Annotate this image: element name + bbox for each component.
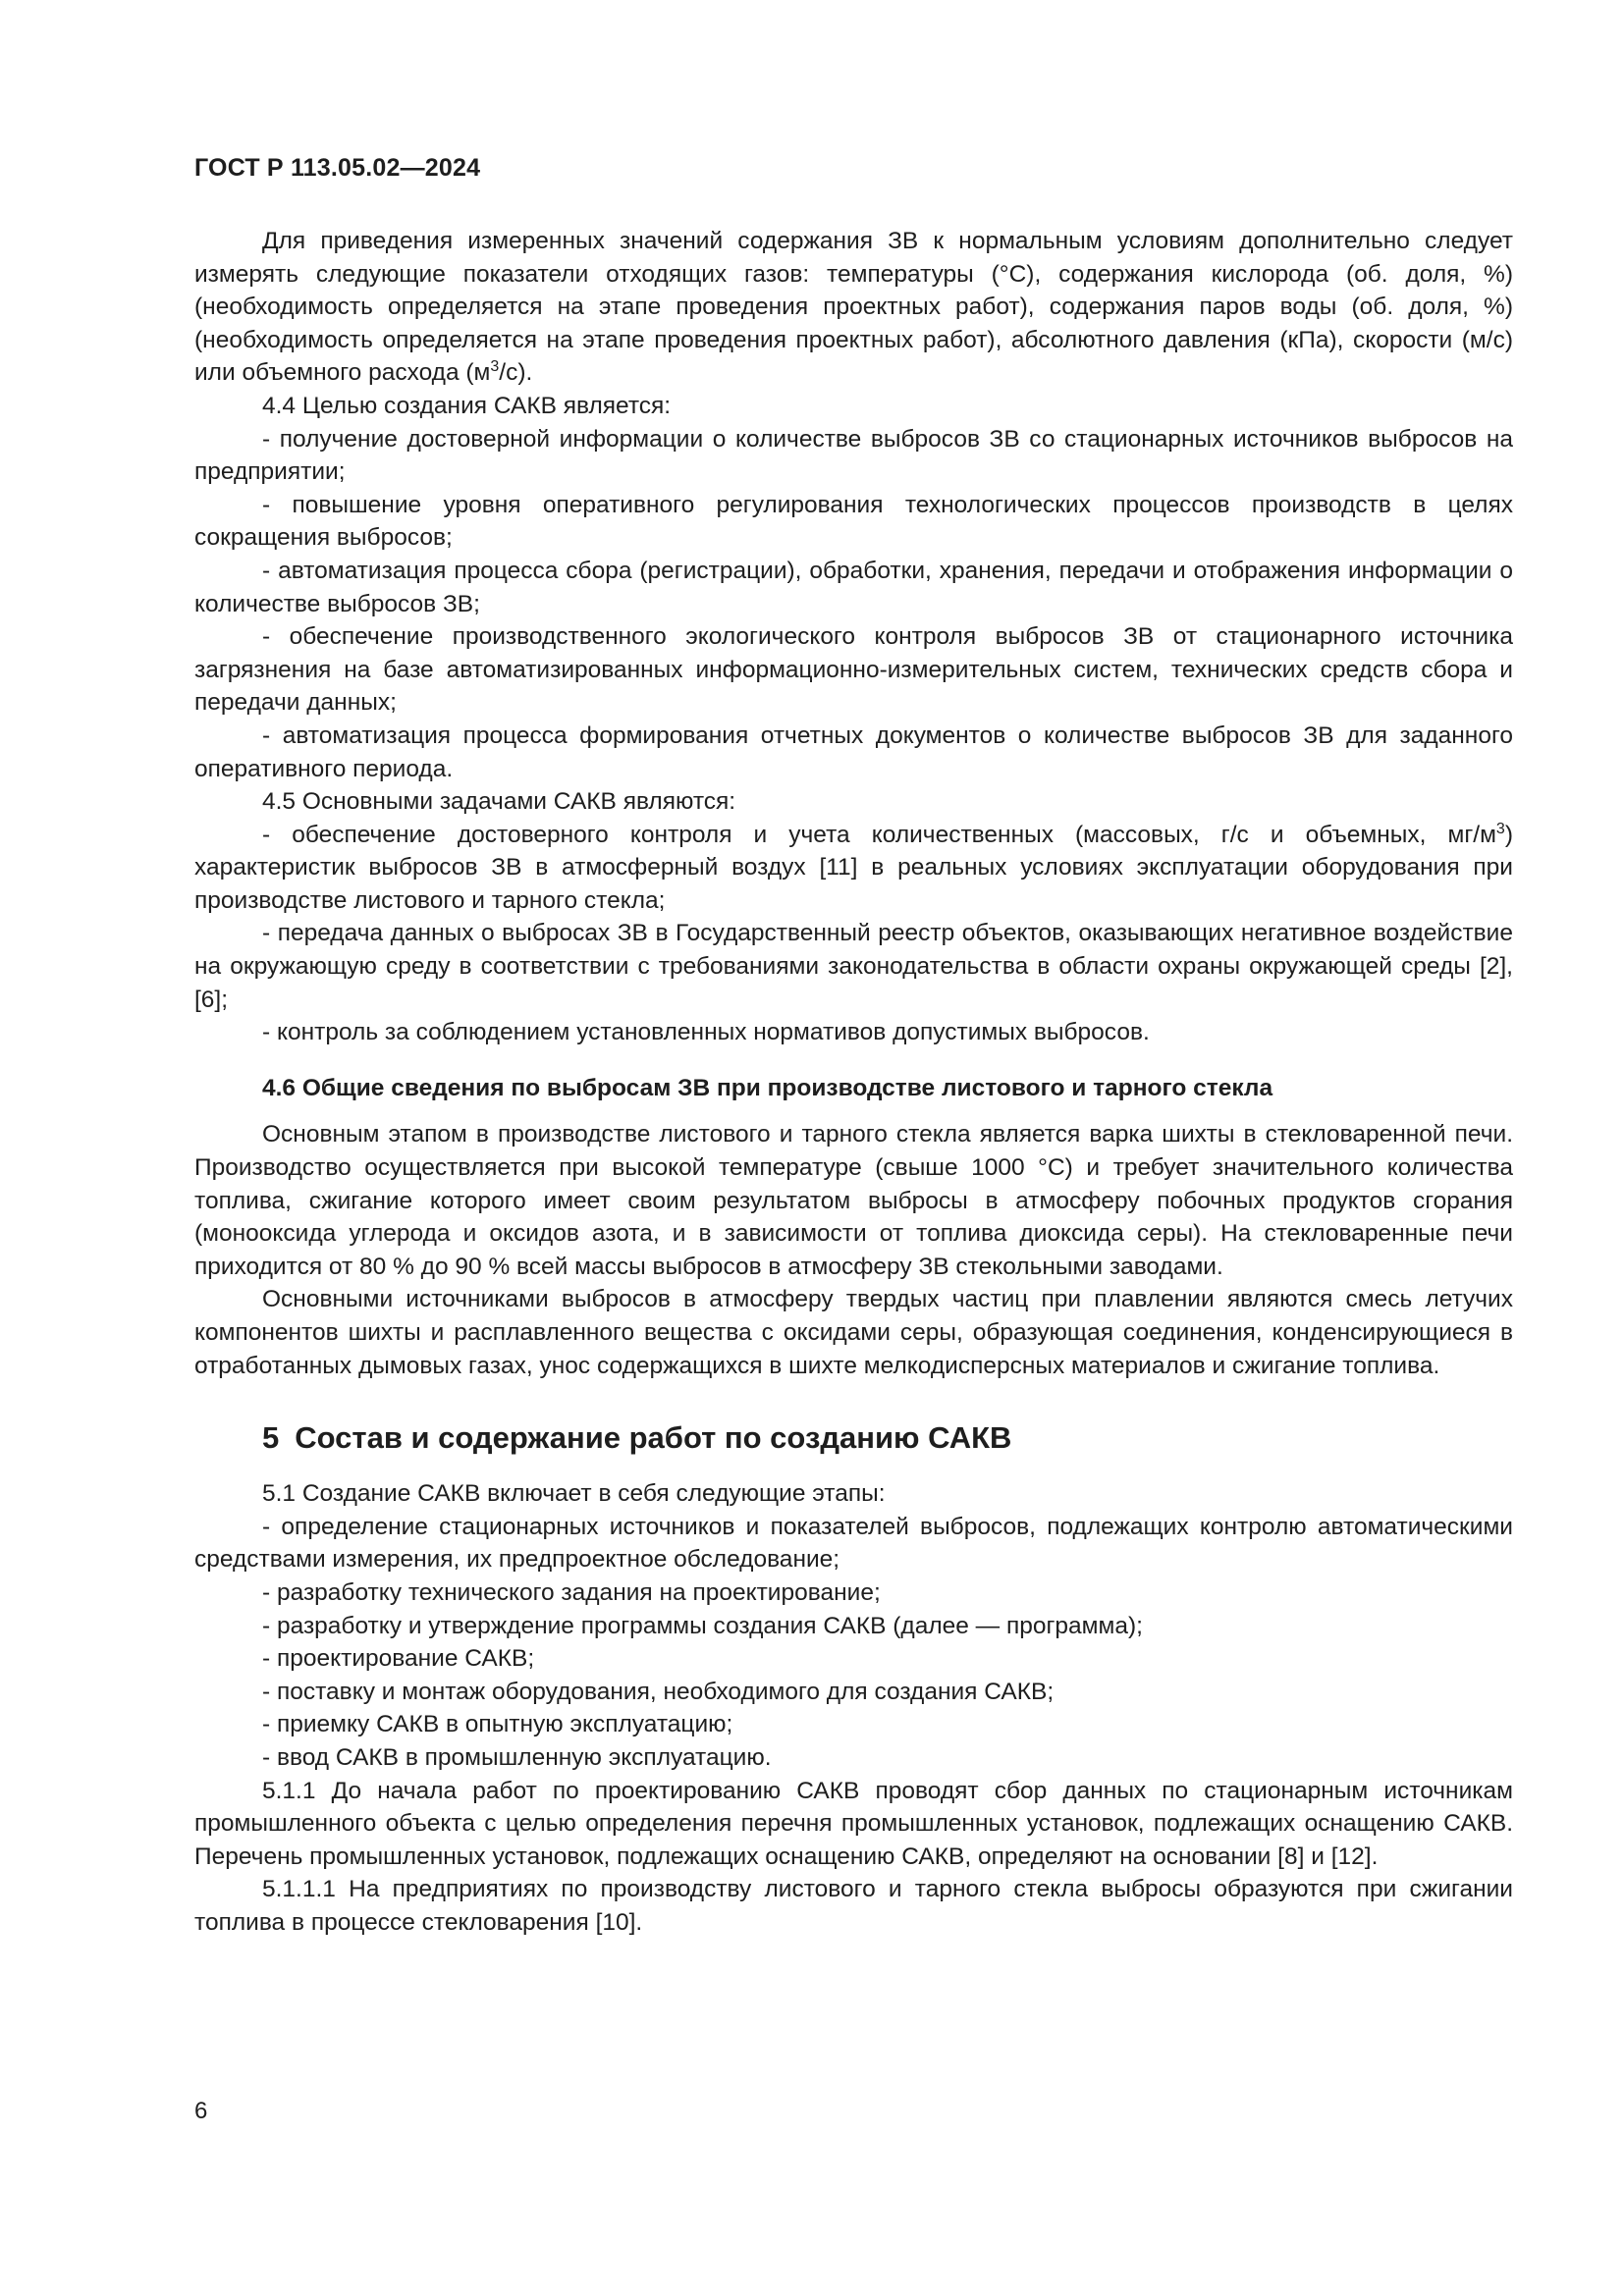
section-5-1-1-1-paragraph: 5.1.1.1 На предприятиях по производству листового и тарного стекла выбросы образуются при сжигании топлива в процессе стекловарения [10].: [194, 1876, 1513, 1936]
section-4-5-title: 4.5 Основными задачами САКВ являются:: [262, 788, 736, 816]
list-item: - обеспечение производственного экологического контроля выбросов ЗВ от стационарного источника загрязнения на базе автоматизированных информационно-измерительных систем, технических средств сбора и передачи данных;: [194, 623, 1513, 717]
section-5-number: 5: [262, 1420, 280, 1456]
paragraph-measurement-conditions: Для приведения измеренных значений содержания ЗВ к нормальным условиям дополнительно следует измерять следующие показатели отходящих газов: температуры (°C), содержания кислорода (об. доля, %) (необходимость определяется на этапе проведения проектных работ), содержания паров воды (об. доля, %) (необходимость определяется на этапе проведения проектных работ), абсолютного давления (кПа), скорости (м/с) или объемного расхода $(м^3/с)$.: [194, 228, 1513, 387]
section-5-1-1-paragraph: 5.1.1 До начала работ по проектированию САКВ проводят сбор данных по стационарным источникам промышленного объекта с целью определения перечня промышленных установок, подлежащих оснащению САКВ. Перечень промышленных установок, подлежащих оснащению САКВ, определяют на основании [8] и [12].: [194, 1777, 1513, 1870]
list-item: - повышение уровня оперативного регулирования технологических процессов производств в целях сокращения выбросов;: [194, 491, 1513, 552]
section-5-heading: [194, 1418, 1513, 1458]
list-item: - контроль за соблюдением установленных нормативов допустимых выбросов.: [262, 1019, 1150, 1046]
section-4-6-title: 4.6 Общие сведения по выбросам ЗВ при производстве листового и тарного стекла: [262, 1074, 1273, 1101]
document-body: [194, 225, 1513, 1940]
paragraph: Основным этапом в производстве листового и тарного стекла является варка шихты в стекловаренной печи. Производство осуществляется при высокой температуре (свыше 1000 °С) и требует значительного количества топлива, сжигание которого имеет своим результатом выбросы в атмосферу побочных продуктов сгорания (монооксида углерода и оксидов азота, и в зависимости от топлива диоксида серы). На стекловаренные печи приходится от 80 % до 90 % всей массы выбросов в атмосферу ЗВ стекольными заводами.: [194, 1121, 1513, 1280]
list-item: - автоматизация процесса формирования отчетных документов о количестве выбросов ЗВ для заданного оперативного периода.: [194, 721, 1513, 782]
list-item: - приемку САКВ в опытную эксплуатацию;: [262, 1711, 733, 1738]
list-item: - разработку технического задания на проектирование;: [262, 1578, 881, 1606]
section-5-1-title: 5.1 Создание САКВ включает в себя следующие этапы:: [262, 1480, 886, 1508]
document-code-header: ГОСТ Р 113.05.02—2024: [194, 154, 481, 182]
list-item: - разработку и утверждение программы создания САКВ (далее — программа);: [262, 1612, 1143, 1639]
list-item: - обеспечение достоверного контроля и учета количественных (массовых, г/с и объемных, $мг/м^3$) характеристик выбросов ЗВ в атмосферный воздух [11] в реальных условиях эксплуатации оборудования при производстве листового и тарного стекла;: [194, 820, 1513, 914]
list-item: - поставку и монтаж оборудования, необходимого для создания САКВ;: [262, 1678, 1055, 1705]
list-item: - определение стационарных источников и показателей выбросов, подлежащих контролю автоматическими средствами измерения, их предпроектное обследование;: [194, 1513, 1513, 1574]
list-item: - проектирование САКВ;: [262, 1645, 535, 1673]
list-item: - автоматизация процесса сбора (регистрации), обработки, хранения, передачи и отображения информации о количестве выбросов ЗВ;: [194, 557, 1513, 617]
list-item: - ввод САКВ в промышленную эксплуатацию.: [262, 1743, 772, 1771]
section-5-title: Состав и содержание работ по созданию САКВ: [295, 1420, 1012, 1456]
list-item: - передача данных о выбросах ЗВ в Государственный реестр объектов, оказывающих негативное воздействие на окружающую среду в соответствии с требованиями законодательства в области охраны окружающей среды [2], [6];: [194, 920, 1513, 1013]
page-number: 6: [194, 2098, 208, 2124]
list-item: - получение достоверной информации о количестве выбросов ЗВ со стационарных источников выбросов на предприятии;: [194, 425, 1513, 486]
paragraph: Основными источниками выбросов в атмосферу твердых частиц при плавлении являются смесь летучих компонентов шихты и расплавленного вещества с оксидами серы, образующая соединения, конденсирующиеся в отработанных дымовых газах, унос содержащихся в шихте мелкодисперсных материалов и сжигание топлива.: [194, 1286, 1513, 1379]
section-4-4-title: 4.4 Целью создания САКВ является:: [262, 392, 672, 419]
